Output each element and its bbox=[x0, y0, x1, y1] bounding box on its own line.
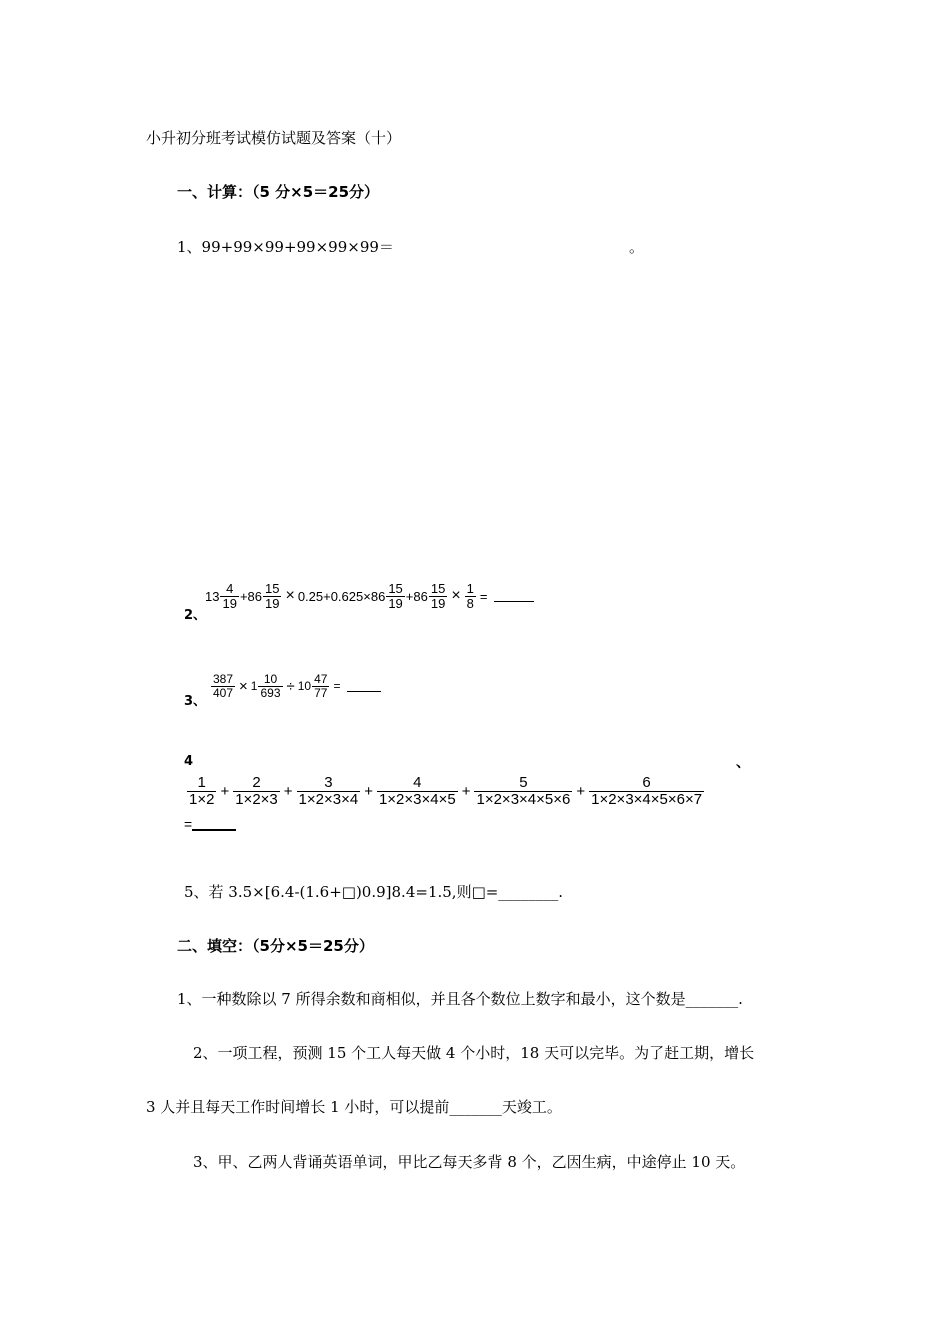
operator: +86 bbox=[405, 588, 428, 604]
denominator: 19 bbox=[430, 595, 446, 611]
expression-text: 0.25+0.625× bbox=[297, 588, 371, 604]
plus-sign: + bbox=[364, 782, 373, 800]
answer-blank[interactable] bbox=[494, 601, 534, 602]
denominator: 407 bbox=[213, 685, 234, 700]
numerator: 6 bbox=[642, 774, 651, 791]
section-1-heading: 一、计算：（5 分×5＝25分） bbox=[177, 183, 380, 201]
numerator: 47 bbox=[314, 672, 328, 686]
question-2-2-line-2: 3 人并且每天工作时间增长 1 小时，可以提前_______天竣工。 bbox=[146, 1098, 562, 1116]
denominator: 19 bbox=[388, 595, 403, 611]
denominator: 77 bbox=[314, 685, 328, 700]
whole-part: 13 bbox=[205, 588, 220, 604]
equals-sign: = bbox=[333, 679, 341, 694]
fraction bbox=[233, 775, 280, 808]
fraction bbox=[187, 775, 216, 808]
denominator: 1×2×3 bbox=[235, 790, 278, 808]
fraction bbox=[429, 582, 447, 610]
numerator: 5 bbox=[519, 774, 528, 791]
numerator: 1 bbox=[466, 581, 474, 596]
denominator: 1×2×3×4×5×6×7 bbox=[591, 790, 703, 808]
fraction bbox=[465, 582, 476, 610]
denominator: 19 bbox=[222, 595, 237, 611]
numerator: 1 bbox=[197, 774, 206, 791]
question-2-3: 3、甲、乙两人背诵英语单词，甲比乙每天多背 8 个，乙因生病，中途停止 10 天。 bbox=[193, 1153, 746, 1171]
fraction bbox=[589, 775, 704, 808]
fraction bbox=[474, 775, 572, 808]
equals-sign: = bbox=[184, 816, 193, 832]
fraction bbox=[211, 673, 235, 699]
operator: ÷ bbox=[286, 677, 295, 695]
fraction bbox=[386, 582, 404, 610]
denominator: 1×2 bbox=[189, 790, 215, 808]
question-2-1: 1、一种数除以 7 所得余数和商相似，并且各个数位上数字和最小，这个数是_______. bbox=[177, 990, 743, 1008]
numerator: 10 bbox=[263, 672, 278, 686]
numerator: 387 bbox=[213, 672, 234, 686]
section-2-heading: 二、填空：（5分×5＝25分） bbox=[177, 937, 374, 955]
denominator: 1×2×3×4×5 bbox=[378, 790, 456, 808]
question-3-expression bbox=[210, 673, 381, 699]
denominator: 1×2×3×4 bbox=[298, 790, 359, 808]
question-4-number: 4 bbox=[184, 754, 194, 769]
operator: +86 bbox=[239, 588, 262, 604]
fraction bbox=[263, 582, 281, 610]
document-title: 小升初分班考试模仿试题及答案（十） bbox=[146, 129, 402, 147]
operator: × bbox=[239, 677, 248, 695]
plus-sign: + bbox=[220, 782, 230, 800]
answer-blank[interactable] bbox=[347, 691, 381, 692]
fraction bbox=[312, 673, 329, 699]
fraction bbox=[377, 775, 458, 808]
mixed-number bbox=[298, 673, 331, 699]
question-2-2-line-1: 2、一项工程，预测 15 个工人每天做 4 个小时，18 天可以完毕。为了赶工期，增长 bbox=[193, 1044, 755, 1062]
question-1-1-end: 。 bbox=[629, 238, 645, 256]
numerator: 4 bbox=[226, 581, 234, 596]
plus-sign: + bbox=[461, 782, 471, 800]
question-2-number: 2、 bbox=[184, 608, 207, 623]
denominator: 8 bbox=[466, 595, 474, 611]
numerator: 2 bbox=[252, 774, 261, 791]
mixed-number bbox=[205, 582, 240, 610]
fraction bbox=[220, 582, 238, 610]
fraction bbox=[297, 775, 361, 808]
denominator: 1×2×3×4×5×6 bbox=[476, 790, 571, 808]
question-4-separator: 、 bbox=[736, 755, 750, 771]
denominator: 693 bbox=[260, 685, 281, 700]
mixed-number bbox=[251, 673, 284, 699]
whole-part: 1 bbox=[250, 679, 258, 694]
question-2-expression bbox=[205, 582, 534, 610]
equals-sign: = bbox=[479, 588, 488, 604]
numerator: 15 bbox=[430, 581, 446, 596]
operator: × bbox=[285, 587, 295, 605]
question-1-5: 5、若 3.5×[6.4-(1.6+□)0.9]8.4=1.5,则□=________. bbox=[184, 883, 564, 901]
question-4-expression bbox=[186, 775, 705, 808]
question-1-1: 1、99+99×99+99×99×99＝ bbox=[177, 238, 394, 256]
mixed-number bbox=[371, 582, 406, 610]
numerator: 3 bbox=[324, 774, 333, 791]
fraction bbox=[258, 673, 282, 699]
operator: × bbox=[451, 587, 461, 605]
answer-blank[interactable] bbox=[192, 817, 236, 831]
plus-sign: + bbox=[283, 782, 293, 800]
denominator: 19 bbox=[265, 595, 280, 611]
numerator: 15 bbox=[388, 581, 403, 596]
numerator: 15 bbox=[265, 581, 280, 596]
numerator: 4 bbox=[413, 774, 422, 791]
question-3-number: 3、 bbox=[184, 694, 207, 709]
plus-sign: + bbox=[576, 782, 586, 800]
whole-part: 10 bbox=[297, 679, 312, 694]
whole-part: 86 bbox=[370, 588, 386, 604]
question-4-answer bbox=[184, 816, 236, 832]
